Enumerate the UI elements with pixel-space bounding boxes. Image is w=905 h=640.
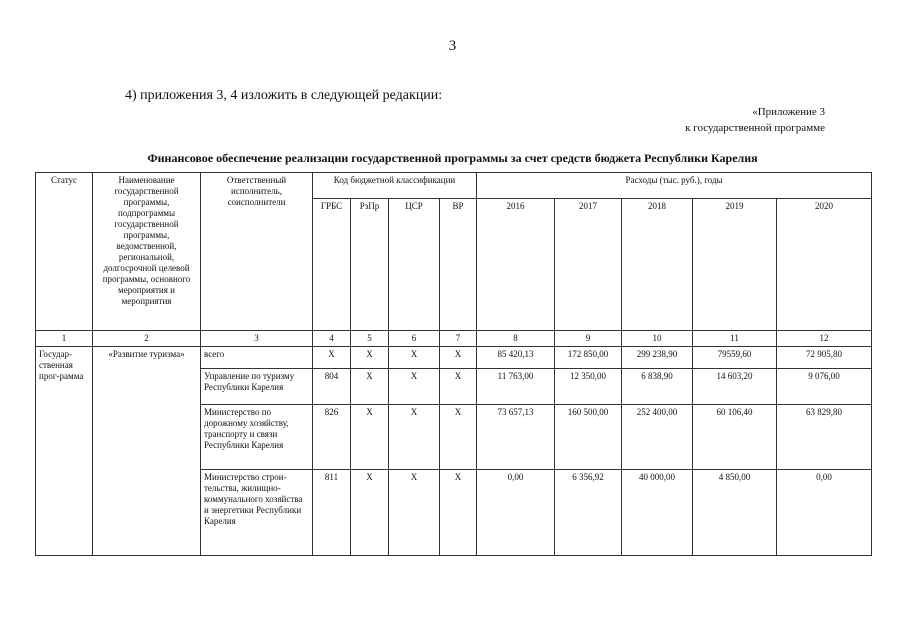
table-row bbox=[36, 347, 872, 369]
header-year-2017: 2017 bbox=[555, 199, 622, 331]
document-title: Финансовое обеспечение реализации государственной программы за счет средств бюджета Республики Карелия bbox=[147, 151, 758, 165]
value-2019: 60 106,40 bbox=[693, 405, 777, 470]
grbs-cell: 804 bbox=[313, 369, 351, 405]
value-2018: 6 838,90 bbox=[622, 369, 693, 405]
header-name: Наименование государственной программы, подпрограммы государственной программы, ведомственной, региональной, долгосрочной целевой программы, основного мероприятия и мероприятия bbox=[93, 173, 201, 331]
column-number: 6 bbox=[389, 331, 440, 347]
vr-cell: Х bbox=[440, 347, 477, 369]
executor-cell: Управление по туризму Республики Карелия bbox=[201, 369, 313, 405]
value-2016: 11 763,00 bbox=[477, 369, 555, 405]
column-number: 2 bbox=[93, 331, 201, 347]
value-2020: 63 829,80 bbox=[777, 405, 872, 470]
executor-cell: Министерство строи-тельства, жилищно-коммунального хозяйства и энергетики Республики Карелия bbox=[201, 470, 313, 556]
value-2016: 73 657,13 bbox=[477, 405, 555, 470]
csr-cell: Х bbox=[389, 405, 440, 470]
header-executor: Ответственный исполнитель, соисполнители bbox=[201, 173, 313, 331]
program-name: «Развитие туризма» bbox=[93, 347, 201, 556]
column-number: 11 bbox=[693, 331, 777, 347]
value-2020: 9 076,00 bbox=[777, 369, 872, 405]
header-expenses: Расходы (тыс. руб.), годы bbox=[477, 173, 872, 199]
column-number: 9 bbox=[555, 331, 622, 347]
header-year-2018: 2018 bbox=[622, 199, 693, 331]
vr-cell: Х bbox=[440, 369, 477, 405]
rzpr-cell: Х bbox=[351, 347, 389, 369]
grbs-cell: Х bbox=[313, 347, 351, 369]
column-number: 4 bbox=[313, 331, 351, 347]
header-budget-code: Код бюджетной классификации bbox=[313, 173, 477, 199]
grbs-cell: 826 bbox=[313, 405, 351, 470]
header-csr: ЦСР bbox=[389, 199, 440, 331]
value-2020: 72 905,80 bbox=[777, 347, 872, 369]
rzpr-cell: Х bbox=[351, 405, 389, 470]
rzpr-cell: Х bbox=[351, 369, 389, 405]
header-year-2019: 2019 bbox=[693, 199, 777, 331]
column-number: 3 bbox=[201, 331, 313, 347]
value-2020: 0,00 bbox=[777, 470, 872, 556]
page-number: 3 bbox=[448, 38, 457, 54]
appendix-reference bbox=[685, 104, 825, 136]
value-2017: 160 500,00 bbox=[555, 405, 622, 470]
value-2016: 85 420,13 bbox=[477, 347, 555, 369]
header-rzpr: РзПр bbox=[351, 199, 389, 331]
appendix-line-2: к государственной программе bbox=[685, 122, 825, 134]
value-2017: 12 350,00 bbox=[555, 369, 622, 405]
intro-text: 4) приложения 3, 4 изложить в следующей редакции: bbox=[125, 88, 443, 103]
csr-cell: Х bbox=[389, 369, 440, 405]
budget-table bbox=[35, 172, 872, 556]
csr-cell: Х bbox=[389, 347, 440, 369]
rzpr-cell: Х bbox=[351, 470, 389, 556]
value-2019: 79559,60 bbox=[693, 347, 777, 369]
value-2018: 252 400,00 bbox=[622, 405, 693, 470]
executor-cell: всего bbox=[201, 347, 313, 369]
header-status: Статус bbox=[36, 173, 93, 331]
value-2019: 4 850,00 bbox=[693, 470, 777, 556]
value-2018: 40 000,00 bbox=[622, 470, 693, 556]
column-number: 1 bbox=[36, 331, 93, 347]
column-number: 10 bbox=[622, 331, 693, 347]
appendix-line-1: «Приложение 3 bbox=[752, 106, 825, 118]
column-number: 12 bbox=[777, 331, 872, 347]
header-year-2020: 2020 bbox=[777, 199, 872, 331]
program-status: Государ-ственная прог-рамма bbox=[36, 347, 93, 556]
header-vr: ВР bbox=[440, 199, 477, 331]
column-number: 5 bbox=[351, 331, 389, 347]
grbs-cell: 811 bbox=[313, 470, 351, 556]
value-2017: 6 356,92 bbox=[555, 470, 622, 556]
header-grbs: ГРБС bbox=[313, 199, 351, 331]
column-number: 8 bbox=[477, 331, 555, 347]
value-2018: 299 238,90 bbox=[622, 347, 693, 369]
value-2019: 14 603,20 bbox=[693, 369, 777, 405]
vr-cell: Х bbox=[440, 405, 477, 470]
column-number-row bbox=[36, 331, 872, 347]
value-2017: 172 850,00 bbox=[555, 347, 622, 369]
header-row-top bbox=[36, 173, 872, 199]
vr-cell: Х bbox=[440, 470, 477, 556]
csr-cell: Х bbox=[389, 470, 440, 556]
column-number: 7 bbox=[440, 331, 477, 347]
header-year-2016: 2016 bbox=[477, 199, 555, 331]
value-2016: 0,00 bbox=[477, 470, 555, 556]
executor-cell: Министерство по дорожному хозяйству, транспорту и связи Республики Карелия bbox=[201, 405, 313, 470]
